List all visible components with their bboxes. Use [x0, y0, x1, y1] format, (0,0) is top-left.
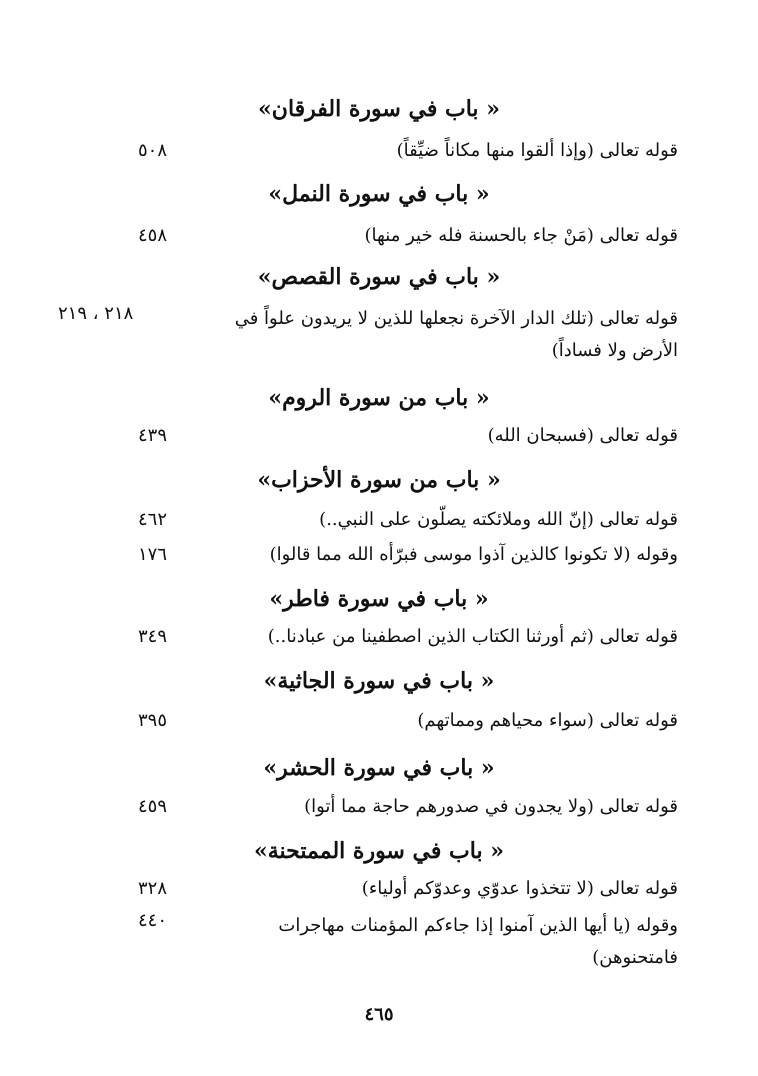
entry-page-number: ٤٣٩	[138, 425, 168, 446]
index-entry	[138, 910, 678, 974]
entry-text: قوله تعالى (وإذا ألقوا منها مكاناً ضيِّقاً)	[396, 140, 678, 161]
section-heading-ahzab: « باب من سورة الأحزاب»	[257, 467, 501, 493]
entry-text-continued: فامتحنوهن)	[592, 947, 678, 968]
entry-text: وقوله (لا تكونوا كالذين آذوا موسى فبرّأه الله مما قالوا)	[269, 544, 678, 565]
section-heading-jathiya: « باب في سورة الجاثية»	[263, 668, 495, 694]
index-entry	[138, 878, 678, 908]
page-number: ٤٦٥	[364, 1004, 394, 1025]
entry-text: قوله تعالى (لا تتخذوا عدوّي وعدوّكم أولياء)	[361, 878, 678, 899]
section-heading-fatir: « باب في سورة فاطر»	[269, 586, 489, 612]
entry-text: قوله تعالى (سواء محياهم ومماتهم)	[417, 710, 678, 731]
entry-page-number: ٤٤٠	[138, 910, 168, 931]
section-heading-mumtahana: « باب في سورة الممتحنة»	[253, 838, 504, 864]
section-heading-naml: « باب في سورة النمل»	[268, 181, 490, 207]
entry-page-number: ١٧٦	[138, 544, 168, 565]
entry-page-number: ٣٢٨	[138, 878, 168, 899]
section-heading-hashr: « باب في سورة الحشر»	[263, 755, 495, 781]
entry-page-number: ٢١٨ ، ٢١٩	[58, 303, 134, 324]
entry-page-number: ٣٩٥	[138, 710, 168, 731]
entry-text: وقوله (يا أيها الذين آمنوا إذا جاءكم المؤمنات مهاجرات	[278, 915, 678, 936]
entry-text: قوله تعالى (ثم أورثنا الكتاب الذين اصطفينا من عبادنا..)	[267, 626, 678, 647]
index-entry	[138, 626, 678, 656]
section-heading-qasas: « باب في سورة القصص»	[257, 264, 501, 290]
entry-text-continued: الأرض ولا فساداً)	[551, 340, 678, 361]
index-entry	[138, 140, 678, 170]
entry-page-number: ٤٦٢	[138, 509, 168, 530]
entry-text: قوله تعالى (تلك الدار الآخرة نجعلها للذين لا يريدون علواً في	[234, 308, 678, 329]
entry-text: قوله تعالى (مَنْ جاء بالحسنة فله خير منها)	[364, 225, 678, 246]
entry-page-number: ٥٠٨	[138, 140, 168, 161]
index-entry	[138, 225, 678, 255]
entry-page-number: ٤٥٩	[138, 796, 168, 817]
index-entry	[58, 303, 678, 367]
index-entry	[138, 796, 678, 826]
section-heading-rum: « باب من سورة الروم»	[268, 385, 490, 411]
index-entry	[138, 509, 678, 539]
entry-page-number: ٣٤٩	[138, 626, 168, 647]
index-entry	[138, 425, 678, 455]
entry-text: قوله تعالى (فسبحان الله)	[487, 425, 678, 446]
entry-text: قوله تعالى (إنّ الله وملائكته يصلّون على النبي..)	[319, 509, 678, 530]
index-entry	[138, 544, 678, 574]
index-entry	[138, 710, 678, 740]
entry-text: قوله تعالى (ولا يجدون في صدورهم حاجة مما أتوا)	[304, 796, 678, 817]
entry-page-number: ٤٥٨	[138, 225, 168, 246]
section-heading-furqan: « باب في سورة الفرقان»	[258, 96, 500, 122]
